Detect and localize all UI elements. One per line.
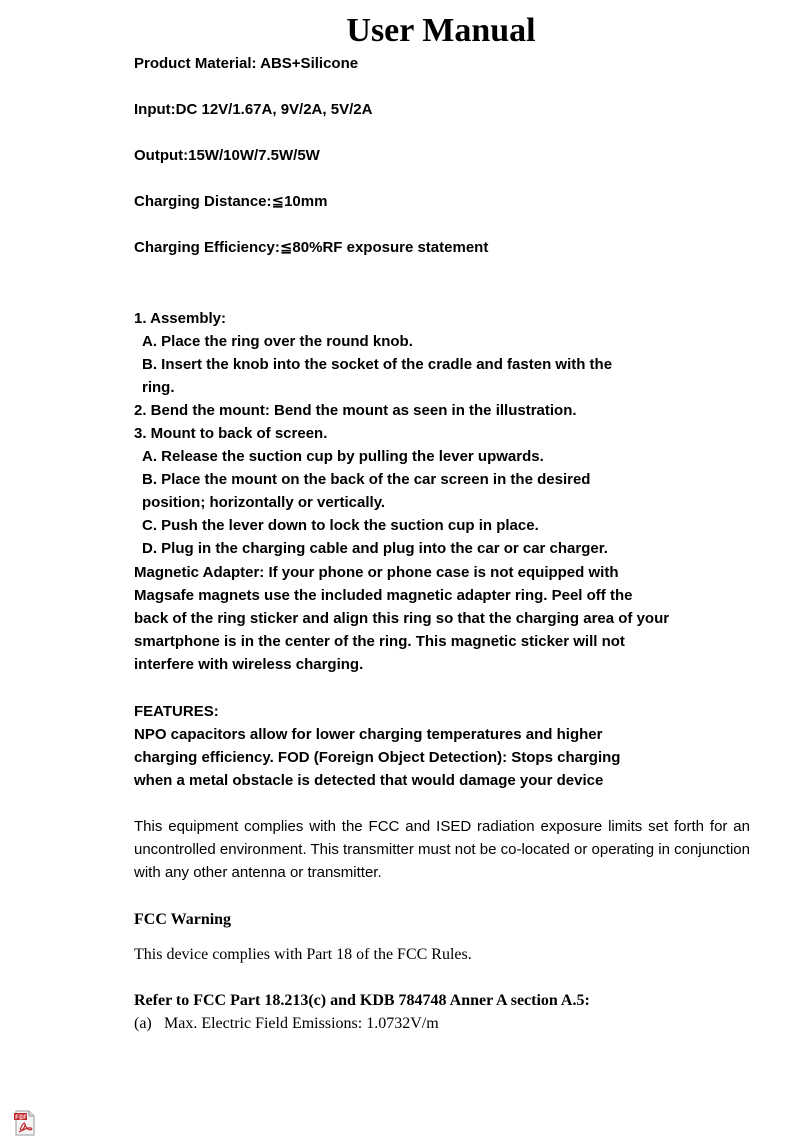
fcc-emission-item — [134, 1013, 439, 1035]
features-line-3: when a metal obstacle is detected that would damage your device — [134, 772, 604, 789]
step-mount-b-cont: position; horizontally or vertically. — [142, 494, 386, 511]
features-line-1: NPO capacitors allow for lower charging temperatures and higher — [134, 726, 603, 743]
step-assembly-b: B. Insert the knob into the socket of the cradle and fasten with the — [142, 356, 613, 373]
magnetic-adapter-line-1: Magnetic Adapter: If your phone or phone case is not equipped with — [134, 564, 619, 581]
step-assembly: 1. Assembly: — [134, 310, 226, 327]
magnetic-adapter-line-5: interfere with wireless charging. — [134, 656, 364, 673]
compliance-paragraph — [134, 815, 750, 884]
features-heading: FEATURES: — [134, 703, 219, 720]
spec-output: Output:15W/10W/7.5W/5W — [134, 147, 320, 164]
pdf-file-icon — [14, 1110, 36, 1136]
compliance-line-2: uncontrolled environment. This transmitter must not be co-located or operating in conjunction — [134, 841, 750, 858]
magnetic-adapter-line-3: back of the ring sticker and align this ring so that the charging area of your — [134, 610, 670, 627]
features-line-2: charging efficiency. FOD (Foreign Object Detection): Stops charging — [134, 749, 621, 766]
magnetic-adapter-line-4: smartphone is in the center of the ring. This magnetic sticker will not — [134, 633, 625, 650]
spec-input: Input:DC 12V/1.67A, 9V/2A, 5V/2A — [134, 101, 373, 118]
step-mount-c: C. Push the lever down to lock the suction cup in place. — [142, 517, 539, 534]
step-mount: 3. Mount to back of screen. — [134, 425, 328, 442]
page-title: User Manual — [346, 12, 536, 49]
step-assembly-b-cont: ring. — [142, 379, 175, 396]
fcc-refer-line: Refer to FCC Part 18.213(c) and KDB 784748 Anner A section A.5: — [134, 992, 590, 1009]
fcc-item-text: Max. Electric Field Emissions: 1.0732V/m — [164, 1015, 439, 1032]
step-mount-b: B. Place the mount on the back of the car screen in the desired — [142, 471, 591, 488]
step-bend: 2. Bend the mount: Bend the mount as seen in the illustration. — [134, 402, 577, 419]
spec-efficiency: Charging Efficiency:≦80%RF exposure statement — [134, 239, 489, 256]
step-assembly-a: A. Place the ring over the round knob. — [142, 333, 413, 350]
compliance-line-1: This equipment complies with the FCC and ISED radiation exposure limits set forth for an — [134, 818, 750, 835]
spec-material: Product Material: ABS+Silicone — [134, 55, 359, 72]
fcc-statement: This device complies with Part 18 of the FCC Rules. — [134, 946, 472, 963]
magnetic-adapter-line-2: Magsafe magnets use the included magnetic adapter ring. Peel off the — [134, 587, 633, 604]
step-mount-d: D. Plug in the charging cable and plug into the car or car charger. — [142, 540, 608, 557]
fcc-warning-heading: FCC Warning — [134, 911, 232, 928]
compliance-line-3: with any other antenna or transmitter. — [134, 864, 382, 881]
fcc-item-label: (a) — [134, 1015, 152, 1032]
step-mount-a: A. Release the suction cup by pulling the lever upwards. — [142, 448, 544, 465]
spec-distance: Charging Distance:≦10mm — [134, 193, 328, 210]
